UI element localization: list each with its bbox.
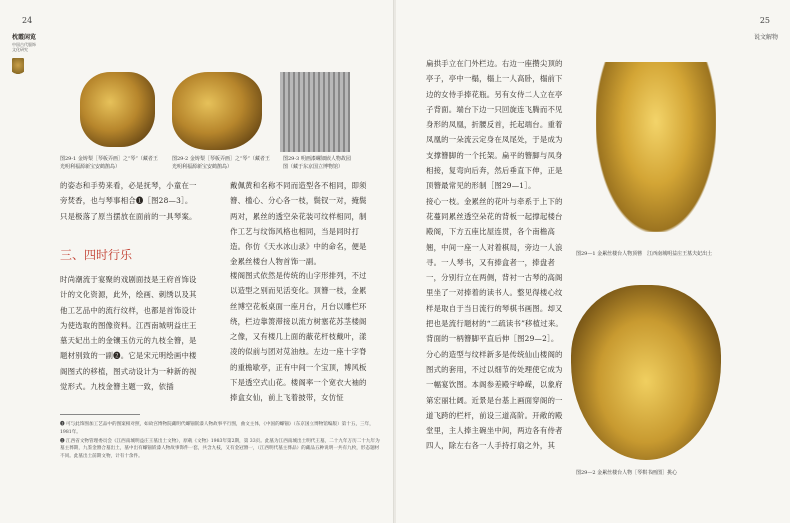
paragraph: 扁拱手立在门外栏边。右边一座攒尖顶的亭子，亭中一榻，榻上一人高卧，榻前下边的女侍手捧花瓶。另有女侍二人立在亭子背面。端台下边一只回旋连飞腾而不见身形的凤凰，折腰反首，托起端台。重着凤凰的一朵流云定身在凤尾处，于是成为支撑簪脚的一个托架。扁平的簪脚与凤身相接，复弯向后奔，然后垂直下伸，正是顶簪最常见的形制［图29—1］。 接心一枝。金累丝的花叶与牵系于上下的花蔓同累丝透空朵花的背板一起撑起楼台殿阁，下方五座比屋连贯，各个南檐高翘，中间一座一人对着棋局，旁边一人浪寻。一人琴书，又有捧盒者一，捧盘者一，分别行立在两侧，背衬一古琴的高阁里坐了一对捧着的读书人。整见得楼心纹样是取自于当日流行的琴棋书画图。却又把也是流行题材的“二疏读书”移植过来。背面的一柄簪脚平直后伸［图29—2］。 分心的造型与纹样新多是传统仙山楼阁的图式的套用，不过以细节的处理使它成为一幅宴饮图。本阁参差殿宇峥嵘，以象府第宏丽壮阔。近景是台基上画面穿阁的一道飞跨的栏杆，前设三道高阶。开敞的殿堂里，主人捧主碗坐中间，两边各有侍者四人，除左右各一人手持打扇之外，其	[426, 59, 563, 451]
right-page	[396, 0, 790, 523]
left-col2-body-text	[230, 268, 370, 406]
left-col1-top-text	[60, 178, 200, 224]
left-page-number: 24	[22, 16, 33, 25]
figure-29-3-caption: 图29-3 明画漆螺钿嵌人物故园图（藏于东京国立博物馆）	[283, 156, 351, 170]
right-page-number: 25	[759, 16, 770, 25]
ornament-icon	[12, 58, 24, 76]
left-col2-top-text	[230, 178, 370, 270]
figure-29-2-image	[172, 72, 262, 150]
series-subtitle-2: 文化研究	[12, 47, 28, 52]
figure-29-2-caption: 图29-2 金铸梨［琴板弄画］之“琴”（藏者王光明利福源新宝安鹤鹊岛）	[172, 156, 270, 170]
left-col1-body-text	[60, 272, 200, 394]
footnotes	[60, 421, 380, 462]
footnote-1: ❶ 可与此饰图加工艺品中的图案相对照，如故宫博物院藏明代螺钿嵌漆人物故事平行图，曲文主体，《中国的螺钿》（东京国立博物馆编版）第十五，三年，1981年。	[60, 422, 374, 435]
figure-29-1-caption: 图29-1 金铸梨［琴板弄画］之“琴”（藏者王光明利福源新宝安鹤鹊岛）	[60, 156, 158, 170]
figure-29-1-caption-right: 图29—1 金累丝楼台人物顶簪 江西南城明益庄王墓夫妃出土	[576, 251, 713, 257]
figure-29-2-image-right	[571, 285, 721, 460]
series-subtitle-1: 中国古代服饰	[12, 42, 36, 47]
figure-29-2-caption-right: 图29—2 金累丝楼台人物［琴棋书画图］挑心	[576, 470, 678, 476]
paragraph: 时尚潮流于宴聚的戏剧面技是王府首饰设计的文化资源，此外，绘画、刺绣以及其他工艺品中的流行纹样，也都是首饰设计为使选取的图像资料。江西南城明益庄王墓天妃出土的金镶玉仿元的九枝全簪，是题材别致的一副❷。它是宋元明绘画中楼阁图式的移植，图式动设计为一种新的视觉形式。九枝金簪主题一致，依插	[60, 275, 197, 392]
figure-29-1-image	[80, 72, 155, 147]
footnote-2: ❷ 江西省文物管理委员会《江西南城明益庄王墓出土文物》，原载《文物》1983年第2期，第 33页。此墓为江西南城出土明代王墓，二十九年万历二十九年为墓主葬期，九鉴金簪合墓出土，墓中出有螺钿嵌漆人物故事饰件一套，共含九枝，又有金冠簪一，（江西明代墓主葬品）的藏品五种说明一共有九枚，形态题材不同。此墓出土前期文物，计有十余件。	[60, 438, 380, 460]
section-tag: 说文解物	[753, 34, 778, 41]
section-heading: 三、四时行乐	[60, 248, 133, 262]
paragraph: 楼阁图式依然是传统的山字形排列，不过以造型之别而见活变化。顶簪一枝，金累丝博空花板桌面一座月台，月台以雕栏环绕，栏边靠箦滞接以流方树塞花苏茎楼阁之像，又有楼几上面的蔽花杆枝戴叶，漾凌的似前与团对苋油烛。左边一座十字脊的重檐歇亭，正有中间一个宝顶，博风板下是透空式山花。楼阁率一个宽衣大袖的捧盒女仙，前上飞着披带，女仿怔	[230, 271, 367, 403]
series-title: 枕霞闲览	[12, 34, 37, 41]
left-page	[0, 0, 394, 523]
figure-29-1-image-right	[596, 62, 716, 232]
paragraph: 的姿态和手势来看，必是抚琴，小童在一旁焚香，也与琴事相合❶［图28—3］。只是极落了原当摆放在面前的一具琴案。	[60, 181, 197, 221]
right-main-text	[426, 56, 566, 454]
figure-29-3-image	[280, 72, 350, 152]
footnote-divider	[60, 414, 140, 415]
paragraph: 戴佩黄和名称不同而造型各不相同，即须簪、槛心、分心各一枝，鬓钗一对，掩鬓两对，累丝的透空朵花装可纹样相同，制作工艺与纹饰风格也相同，当是同时打造。你仿《天水冰山录》中的命名，便是金累丝楼台人物首饰一副。	[230, 181, 367, 267]
series-sidebar	[12, 34, 52, 76]
